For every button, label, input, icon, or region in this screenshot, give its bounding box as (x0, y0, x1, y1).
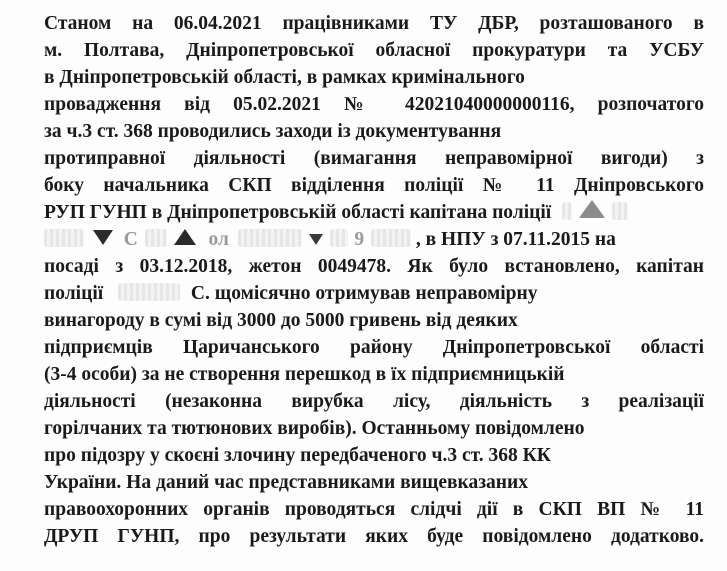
redaction-triangle-icon (579, 200, 605, 218)
redaction-mark (612, 202, 628, 220)
text-line-10: посаді з 03.12.2018, жетон 0049478. Як було встановлено, капітан (44, 256, 704, 277)
text-line-15: діяльності (незаконна вирубка лісу, діяльність з реалізації (44, 391, 704, 412)
text-line-7: боку начальника СКП відділення поліції № 11 Дніпровського (44, 175, 704, 196)
redacted-fragment: ол (208, 229, 229, 250)
text-line-19: правоохоронних органів проводяться слідчі дії в СКП ВП № 11 (44, 499, 704, 520)
text-line-1: Станом на 06.04.2021 працівниками ТУ ДБР, розташованого в (44, 13, 704, 34)
redaction-triangle-icon (309, 234, 323, 245)
document-text (44, 10, 704, 550)
text-line-13: підприємців Царичанського району Дніпропетровської області (44, 337, 704, 358)
redaction-triangle-icon (93, 230, 113, 245)
redacted-fragment: С (123, 229, 138, 250)
text-line-8 (44, 199, 704, 226)
text-line-2: м. Полтава, Дніпропетровської обласної прокуратури та УСБУ (44, 40, 704, 61)
redaction-mark (118, 283, 180, 301)
text-line-17: про підозру у скоєні злочину передбаченого ч.3 ст. 368 КК (44, 445, 551, 466)
text-line-20: ДРУП ГУНП, про результати яких буде повідомлено додатково. (44, 526, 704, 547)
text-line-5: за ч.3 ст. 368 проводились заходи із документування (44, 121, 502, 142)
redaction-mark (44, 229, 84, 247)
text-line-9-content: , в НПУ з 07.11.2015 на (415, 229, 616, 250)
text-line-11 (44, 280, 704, 307)
text-line-11-end: С. щомісячно отримував неправомірну (190, 283, 538, 304)
text-line-6: протиправної діяльності (вимагання неправомірної вигоди) з (44, 148, 704, 169)
redaction-mark (371, 229, 411, 247)
text-line-16: горілчаних та тютюнових виробів). Останньому повідомлено (44, 418, 585, 439)
text-line-18: України. На даний час представниками вищевказаних (44, 472, 529, 493)
redaction-mark (330, 229, 348, 247)
redacted-fragment: 9 (354, 229, 365, 250)
text-line-4: провадження від 05.02.2021 № 42021040000000116, розпочатого (44, 94, 704, 115)
redaction-mark (145, 229, 167, 247)
text-line-8-content: РУП ГУНП в Дніпропетровській області капітана поліції (44, 202, 552, 223)
redaction-triangle-icon (174, 229, 196, 245)
text-line-12: винагороду в сумі від 3000 до 5000 гривень від деяких (44, 310, 518, 331)
redaction-mark (238, 229, 302, 247)
text-line-11-start: поліції (44, 283, 104, 304)
text-line-14: (3-4 особи) за не створення перешкод в їх підприємницькій (44, 364, 565, 385)
text-line-9 (44, 226, 704, 253)
redaction-mark (562, 202, 572, 220)
text-line-3: в Дніпропетровській області, в рамках кримінального (44, 67, 525, 88)
